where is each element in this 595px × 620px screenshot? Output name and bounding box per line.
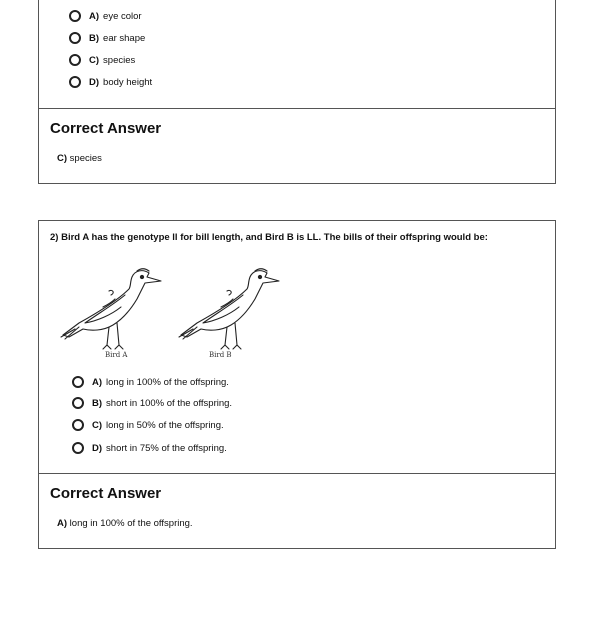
option-letter: C) xyxy=(92,419,103,431)
correct-answer-title: Correct Answer xyxy=(50,485,162,502)
option-text: short in 100% of the offspring. xyxy=(106,397,233,409)
question-2-card xyxy=(38,220,556,549)
q1-option-a[interactable] xyxy=(69,10,142,22)
option-letter: A) xyxy=(92,376,103,388)
option-letter: D) xyxy=(92,442,103,454)
option-text: eye color xyxy=(103,10,142,22)
option-letter: A) xyxy=(89,10,100,22)
correct-answer-text xyxy=(57,518,193,529)
option-text: species xyxy=(103,54,136,66)
radio-icon[interactable] xyxy=(72,419,84,431)
radio-icon[interactable] xyxy=(69,54,81,66)
q2-option-d[interactable] xyxy=(72,442,227,454)
radio-icon[interactable] xyxy=(69,76,81,88)
birds-illustration xyxy=(57,265,297,375)
divider xyxy=(39,473,555,474)
q1-option-b[interactable] xyxy=(69,32,145,44)
option-letter: B) xyxy=(89,32,100,44)
option-text: body height xyxy=(103,76,153,88)
radio-icon[interactable] xyxy=(72,442,84,454)
q1-option-c[interactable] xyxy=(69,54,135,66)
radio-icon[interactable] xyxy=(72,376,84,388)
bird-a-caption: Bird A xyxy=(105,351,128,359)
q2-option-a[interactable] xyxy=(72,376,229,388)
question-body: Bird A has the genotype ll for bill length, and Bird B is LL. The bills of their offspring would be: xyxy=(61,232,488,243)
option-text: ear shape xyxy=(103,32,146,44)
correct-answer-text xyxy=(57,153,102,164)
q1-option-d[interactable] xyxy=(69,76,152,88)
radio-icon[interactable] xyxy=(69,32,81,44)
bird-b-image xyxy=(179,269,279,349)
question-number: 2) xyxy=(50,232,59,243)
option-letter: D) xyxy=(89,76,100,88)
bird-b-caption: Bird B xyxy=(209,351,232,359)
q2-option-b[interactable] xyxy=(72,397,232,409)
option-text: long in 50% of the offspring. xyxy=(106,419,224,431)
bird-a-image xyxy=(61,269,161,349)
correct-answer-letter: A) xyxy=(57,518,68,529)
divider xyxy=(39,108,555,109)
option-text: short in 75% of the offspring. xyxy=(106,442,227,454)
option-letter: B) xyxy=(92,397,103,409)
q2-option-c[interactable] xyxy=(72,419,224,431)
question-2-text xyxy=(50,233,550,243)
option-text: long in 100% of the offspring. xyxy=(106,376,229,388)
radio-icon[interactable] xyxy=(69,10,81,22)
correct-answer-title: Correct Answer xyxy=(50,120,162,137)
correct-answer-value: long in 100% of the offspring. xyxy=(69,518,193,529)
correct-answer-value: species xyxy=(69,153,102,164)
option-letter: C) xyxy=(89,54,100,66)
radio-icon[interactable] xyxy=(72,397,84,409)
question-1-card xyxy=(38,0,556,184)
correct-answer-letter: C) xyxy=(57,153,68,164)
